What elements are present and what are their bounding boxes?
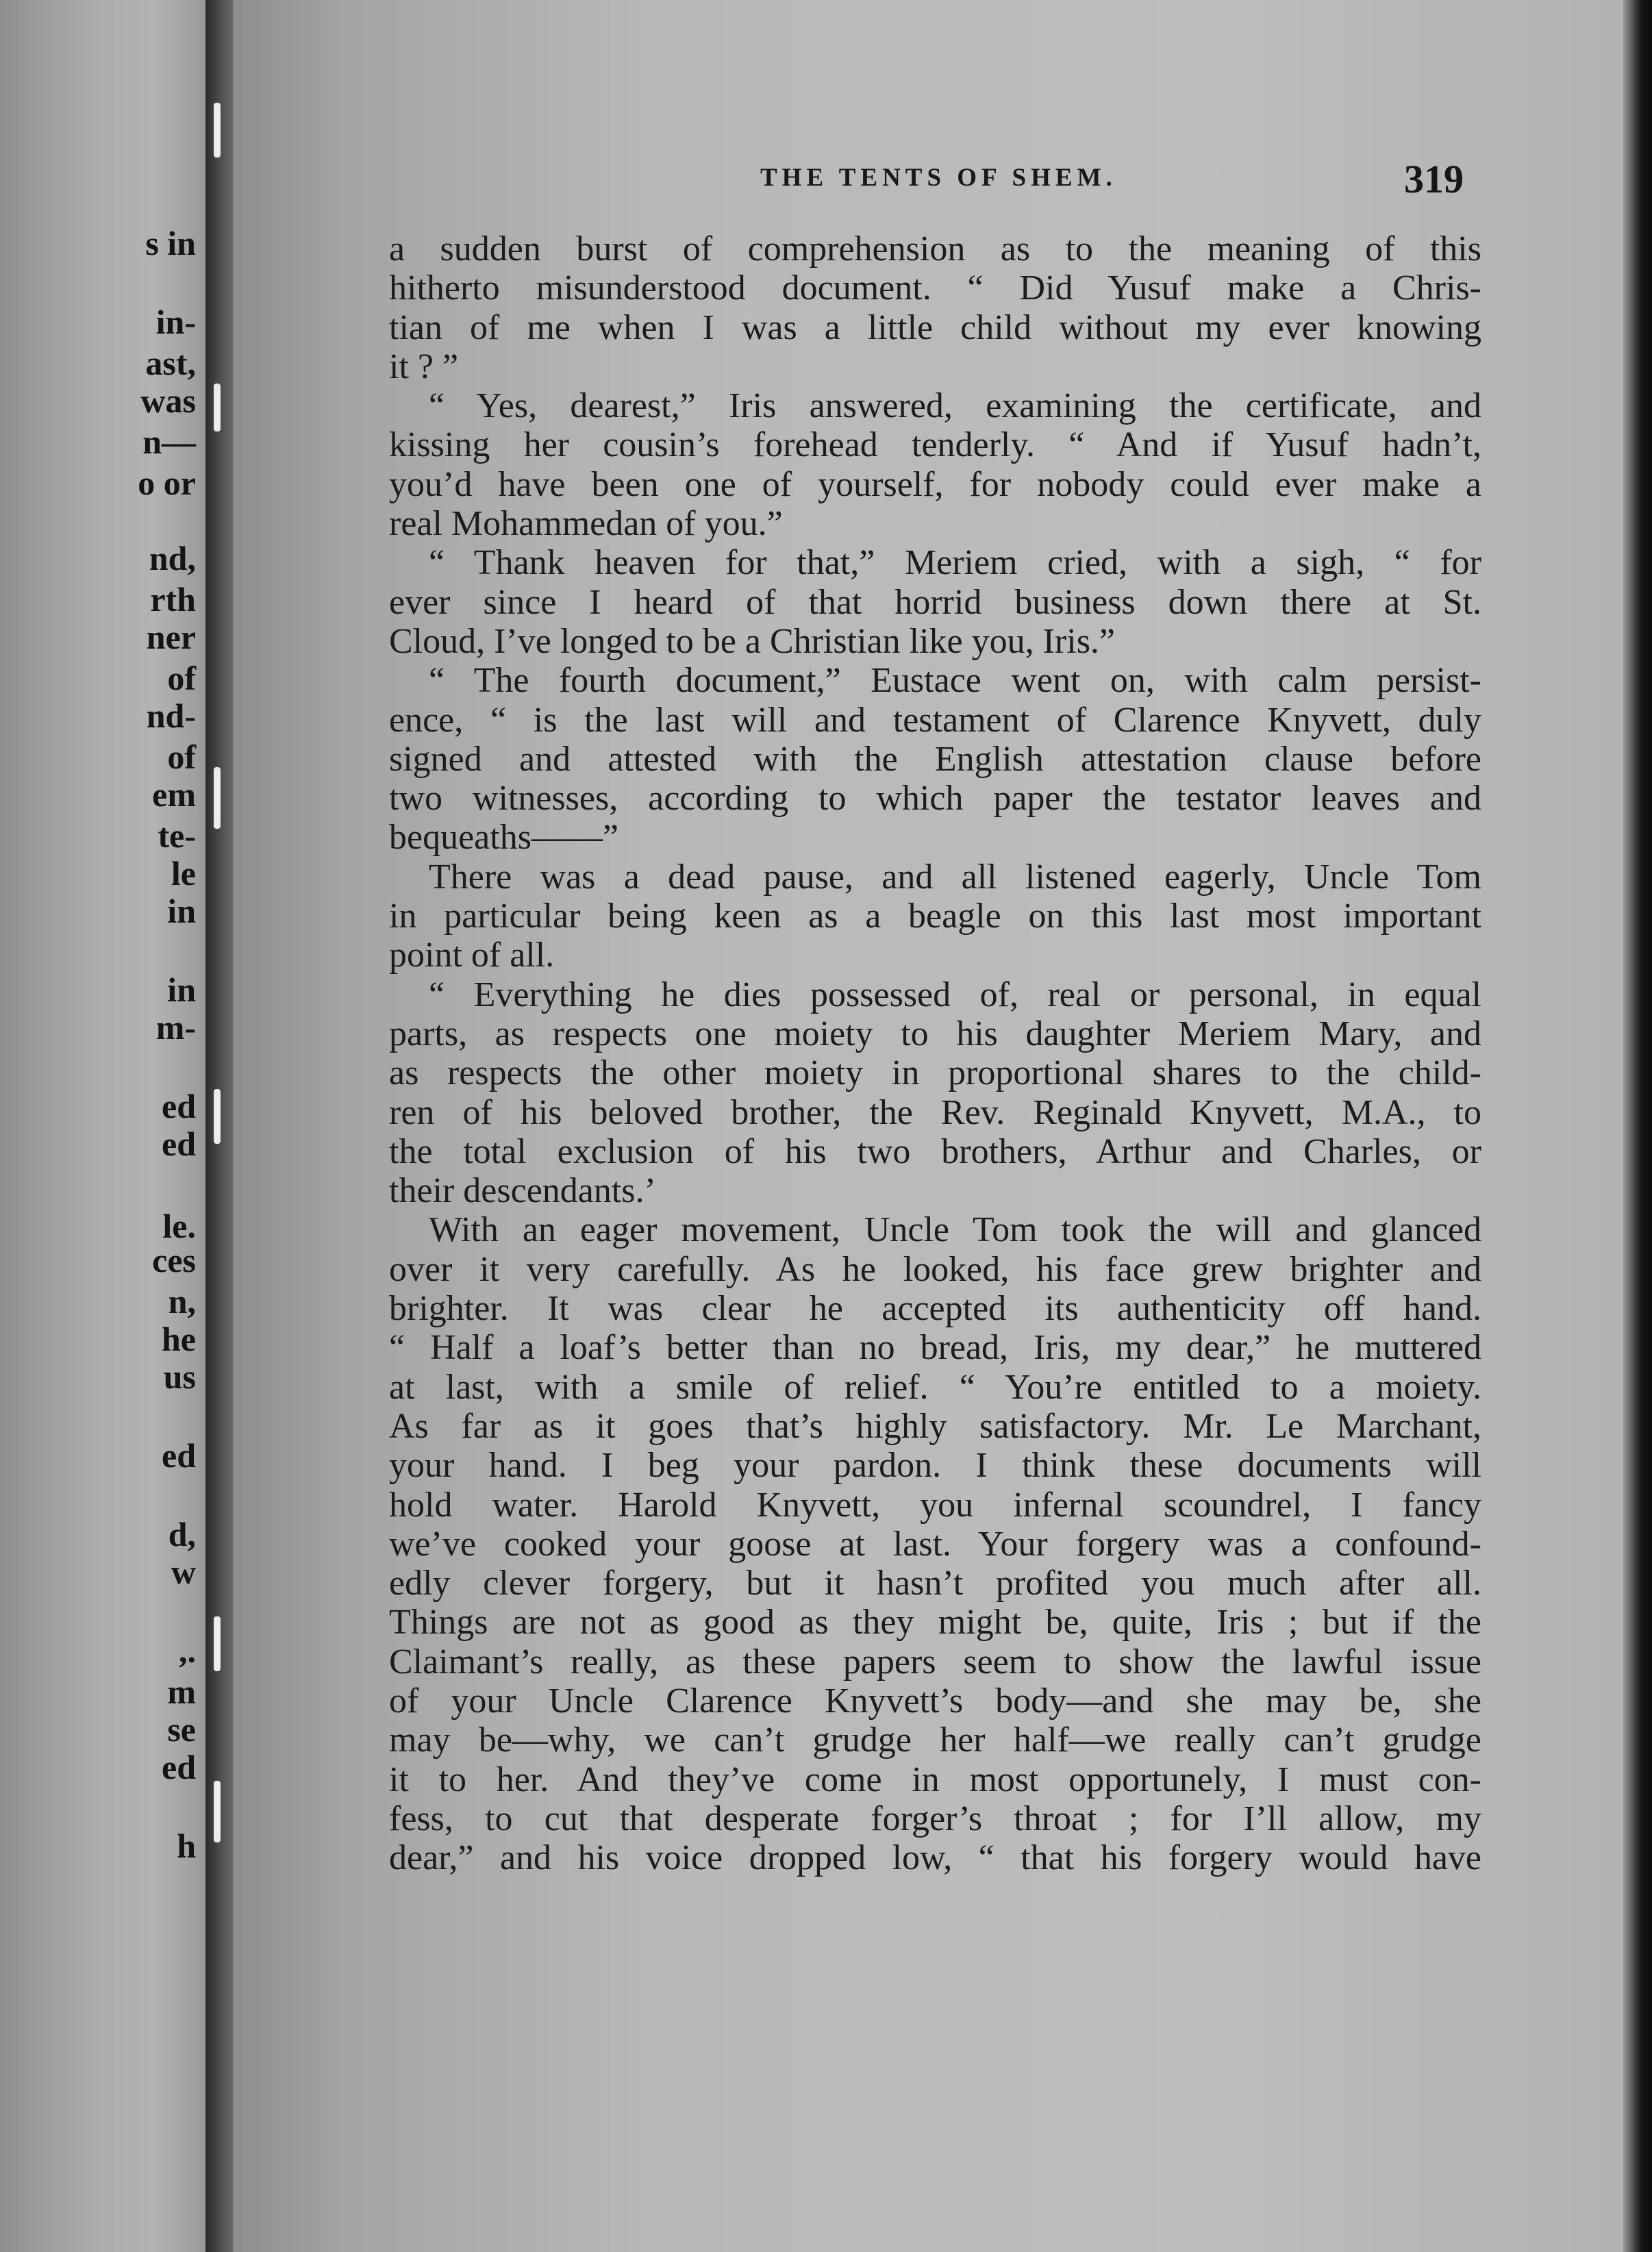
previous-page-fragment: em <box>152 775 196 814</box>
text-line: Claimant’s really, as these papers seem to show the lawful issue <box>389 1642 1481 1681</box>
text-line: Things are not as good as they might be, quite, Iris ; but if the <box>389 1603 1481 1642</box>
previous-page-fragment: le. <box>162 1207 196 1245</box>
text-line: we’ve cooked your goose at last. Your forgery was a confound- <box>389 1524 1481 1564</box>
previous-page-fragment: rth <box>150 580 196 618</box>
previous-page-fragment: ed <box>162 1125 196 1163</box>
text-line: may be—why, we can’t grudge her half—we really can’t grudge <box>389 1721 1481 1760</box>
text-line: in particular being keen as a beagle on this last most important <box>389 897 1481 936</box>
text-line: edly clever forgery, but it hasn’t profited you much after all. <box>389 1564 1481 1603</box>
text-line: signed and attested with the English attestation clause before <box>389 739 1481 779</box>
page-number: 319 <box>1404 157 1464 201</box>
previous-page-fragment: of <box>167 738 196 776</box>
page-edge-shadow <box>1623 0 1652 2252</box>
previous-page-fragment: le <box>171 854 196 892</box>
text-line: ever since I heard of that horrid business down there at St. <box>389 582 1481 622</box>
previous-page-fragment: was <box>140 381 196 420</box>
previous-page-fragment: in- <box>155 303 196 341</box>
text-line: ence, “ is the last will and testament of Clarence Knyvett, duly <box>389 700 1481 740</box>
previous-page-fragment: in <box>167 892 196 930</box>
text-line: you’d have been one of yourself, for nobody could ever make a <box>389 464 1481 504</box>
text-line: your hand. I beg your pardon. I think these documents will <box>389 1446 1481 1486</box>
text-line: There was a dead pause, and all listened eagerly, Uncle Tom <box>429 857 1481 897</box>
binding-stitch <box>214 384 221 431</box>
text-line: at last, with a smile of relief. “ You’re entitled to a moiety. <box>389 1367 1481 1407</box>
previous-page-fragment: ner <box>146 618 196 656</box>
previous-page-fragment: m- <box>155 1008 196 1047</box>
previous-page-strip <box>0 0 205 2252</box>
previous-page-fragment: he <box>162 1320 196 1358</box>
previous-page-fragment: ed <box>162 1436 196 1475</box>
text-line: of your Uncle Clarence Knyvett’s body—and she may be, she <box>389 1681 1481 1721</box>
text-line: dear,” and his voice dropped low, “ that his forgery would have <box>389 1838 1481 1878</box>
text-line: the total exclusion of his two brothers, Arthur and Charles, or <box>389 1131 1481 1171</box>
previous-page-fragment: n, <box>168 1282 196 1321</box>
text-line: ren of his beloved brother, the Rev. Reginald Knyvett, M.A., to <box>389 1092 1481 1132</box>
text-line: real Mohammedan of you.” <box>389 504 783 544</box>
previous-page-fragment: ,. <box>179 1631 196 1670</box>
text-line: two witnesses, according to which paper the testator leaves and <box>389 779 1481 818</box>
text-line: “ The fourth document,” Eustace went on, with calm persist- <box>429 661 1481 701</box>
text-line: “ Everything he dies possessed of, real or personal, in equal <box>429 975 1481 1014</box>
text-line: As far as it goes that’s highly satisfactory. Mr. Le Marchant, <box>389 1406 1481 1446</box>
previous-page-fragment: n— <box>142 423 196 461</box>
text-line: bequeaths——” <box>389 818 619 858</box>
previous-page-fragment: se <box>167 1710 196 1749</box>
previous-page-fragment: ces <box>152 1241 196 1279</box>
text-line: a sudden burst of comprehension as to the meaning of this <box>389 229 1481 268</box>
text-line: hold water. Harold Knyvett, you infernal scoundrel, I fancy <box>389 1485 1481 1525</box>
previous-page-fragment: h <box>177 1827 196 1865</box>
text-line: as respects the other moiety in proportional shares to the child- <box>389 1053 1481 1093</box>
previous-page-fragment: o or <box>138 464 196 502</box>
text-line: Cloud, I’ve longed to be a Christian like you, Iris.” <box>389 621 1116 661</box>
previous-page-fragment: ed <box>162 1087 196 1125</box>
text-line: hitherto misunderstood document. “ Did Yusuf make a Chris- <box>389 268 1481 308</box>
running-head: THE TENTS OF SHEM. <box>760 164 1117 192</box>
previous-page-fragment: s in <box>145 224 196 262</box>
previous-page-fragment: nd- <box>146 697 196 735</box>
text-line: “ Half a loaf’s better than no bread, Iris, my dear,” he muttered <box>389 1328 1481 1368</box>
binding-stitch <box>214 1089 221 1144</box>
text-line: kissing her cousin’s forehead tenderly. “ And if Yusuf hadn’t, <box>389 425 1481 465</box>
text-line: it to her. And they’ve come in most opportunely, I must con- <box>389 1760 1481 1799</box>
text-line: brighter. It was clear he accepted its authenticity off hand. <box>389 1289 1481 1329</box>
previous-page-fragment: d, <box>168 1515 196 1553</box>
text-line: With an eager movement, Uncle Tom took the will and glanced <box>429 1210 1481 1250</box>
text-line: “ Thank heaven for that,” Meriem cried, with a sigh, “ for <box>429 543 1481 583</box>
text-line: it ? ” <box>389 347 459 386</box>
binding-stitch <box>214 1616 221 1671</box>
previous-page-fragment: m <box>167 1673 196 1711</box>
previous-page-fragment: us <box>163 1358 196 1396</box>
binding-stitch <box>214 1781 221 1842</box>
previous-page-fragment: te- <box>158 816 196 855</box>
text-line: fess, to cut that desperate forger’s throat ; for I’ll allow, my <box>389 1799 1481 1838</box>
previous-page-fragment: of <box>167 659 196 697</box>
text-line: tian of me when I was a little child without my ever knowing <box>389 308 1481 347</box>
previous-page-fragment: ed <box>162 1748 196 1786</box>
text-line: parts, as respects one moiety to his daughter Meriem Mary, and <box>389 1014 1481 1053</box>
binding-stitch <box>214 767 221 829</box>
previous-page-fragment: ast, <box>145 344 196 382</box>
body-text <box>389 229 1481 1877</box>
text-line: point of all. <box>389 936 555 975</box>
binding-stitch <box>214 103 221 158</box>
text-line: their descendants.’ <box>389 1171 656 1211</box>
text-line: “ Yes, dearest,” Iris answered, examining the certificate, and <box>429 386 1481 426</box>
previous-page-fragment: w <box>171 1553 196 1591</box>
previous-page-fragment: in <box>167 971 196 1009</box>
previous-page-fragment: nd, <box>149 539 196 577</box>
text-line: over it very carefully. As he looked, his face grew brighter and <box>389 1249 1481 1289</box>
